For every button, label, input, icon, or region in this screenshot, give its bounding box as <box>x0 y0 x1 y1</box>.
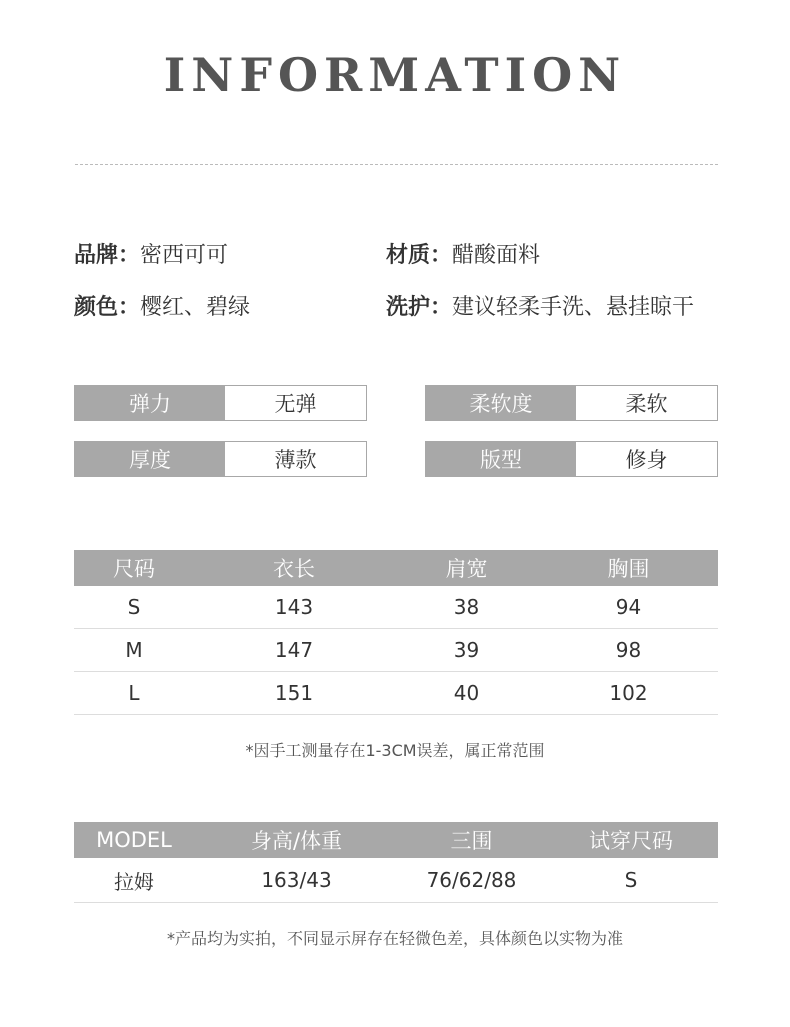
table-cell: 拉姆 <box>114 869 154 894</box>
info-brand <box>74 238 228 269</box>
attr-label: 厚度 <box>75 442 225 476</box>
header-cell: 三围 <box>450 829 493 853</box>
attr-value: 无弹 <box>225 386 366 420</box>
care-label: 洗护： <box>386 295 453 320</box>
care-value: 建议轻柔手洗、悬挂晾干 <box>452 295 695 320</box>
attr-label: 版型 <box>426 442 576 476</box>
table-cell: 39 <box>453 638 480 662</box>
color-value: 樱红、碧绿 <box>140 295 251 320</box>
material-value: 醋酸面料 <box>452 243 541 268</box>
attr-value: 修身 <box>576 442 717 476</box>
table-cell: 38 <box>453 595 480 619</box>
header-cell: 胸围 <box>607 557 650 581</box>
attr-fit <box>425 441 718 477</box>
table-cell: 143 <box>274 595 314 619</box>
table-row <box>74 629 718 672</box>
model-table <box>74 822 718 903</box>
header-cell: 肩宽 <box>445 557 488 581</box>
brand-value: 密西可可 <box>140 243 229 268</box>
color-label: 颜色： <box>74 295 141 320</box>
size-table-header <box>74 550 718 586</box>
table-row <box>74 672 718 715</box>
header-cell: 试穿尺码 <box>589 829 673 853</box>
attr-value: 薄款 <box>225 442 366 476</box>
model-table-header <box>74 822 718 858</box>
header-cell: 身高/体重 <box>250 829 343 853</box>
table-cell: 98 <box>615 638 642 662</box>
info-color <box>74 290 250 321</box>
footer-note: *产品均为实拍，不同显示屏存在轻微色差，具体颜色以实物为准 <box>166 929 623 948</box>
table-cell: 94 <box>615 595 642 619</box>
table-cell: 76/62/88 <box>426 868 517 892</box>
table-cell: 151 <box>274 681 314 705</box>
table-row <box>74 858 718 903</box>
table-cell: 40 <box>453 681 480 705</box>
info-material <box>386 238 540 269</box>
table-cell: S <box>624 868 638 892</box>
dashed-divider <box>75 164 718 165</box>
attr-label: 弹力 <box>75 386 225 420</box>
info-care <box>386 290 694 321</box>
table-cell: M <box>125 638 143 662</box>
header-cell: 尺码 <box>113 557 155 581</box>
table-cell: 147 <box>274 638 314 662</box>
size-note: *因手工测量存在1-3CM误差，属正常范围 <box>245 741 545 760</box>
table-cell: L <box>128 681 140 705</box>
table-cell: S <box>127 595 141 619</box>
table-row <box>74 586 718 629</box>
attr-value: 柔软 <box>576 386 717 420</box>
table-cell: 102 <box>609 681 648 705</box>
page-title: INFORMATION <box>163 48 627 102</box>
table-cell: 163/43 <box>261 868 332 892</box>
material-label: 材质： <box>386 243 453 268</box>
attr-elasticity <box>74 385 367 421</box>
header-cell: MODEL <box>96 828 172 852</box>
header-cell: 衣长 <box>273 557 315 581</box>
size-table <box>74 550 718 715</box>
attr-softness <box>425 385 718 421</box>
attr-thickness <box>74 441 367 477</box>
attr-label: 柔软度 <box>426 386 576 420</box>
brand-label: 品牌： <box>74 243 141 268</box>
